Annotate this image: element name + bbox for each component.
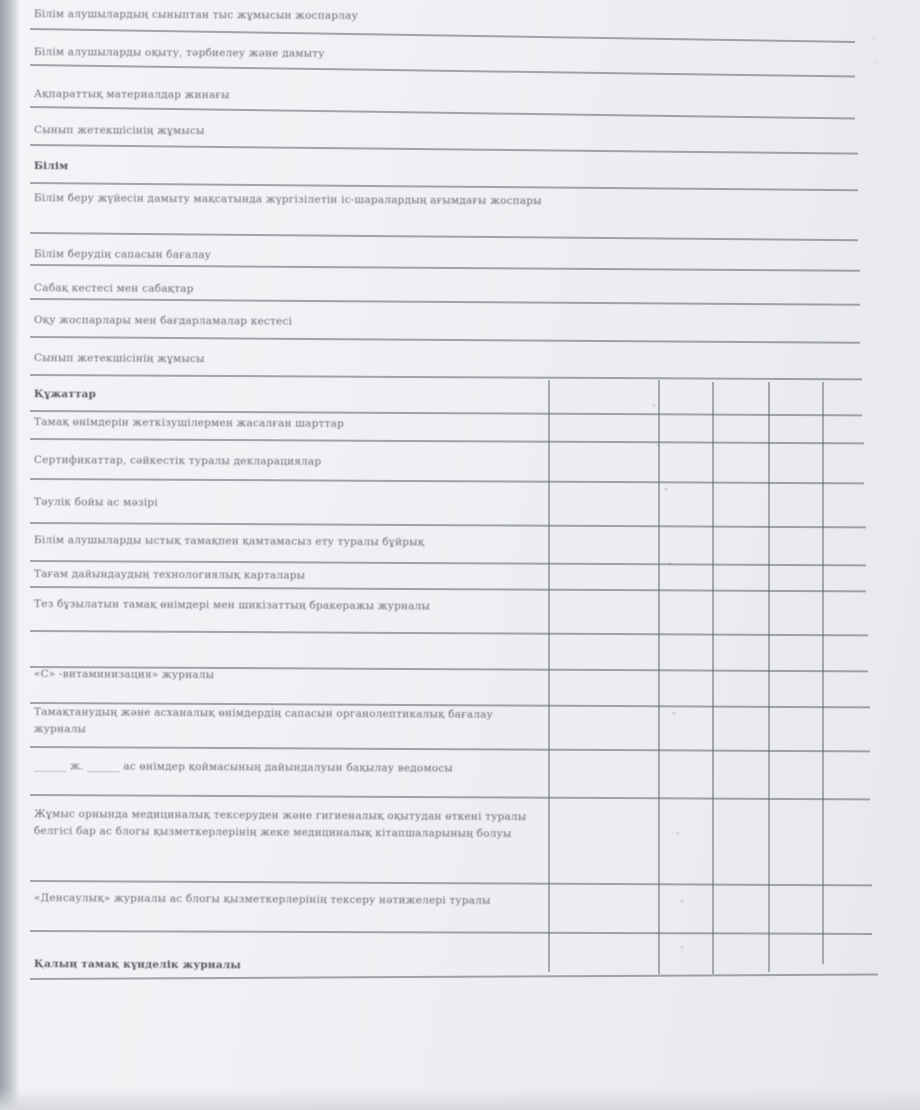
page-edge-mark: ⁖	[872, 56, 879, 69]
row-label: Сынып жетекшісінің жұмысы	[33, 351, 205, 366]
row-label: Оқу жоспарлары мен бағдарламалар кестесі	[33, 313, 293, 328]
row-label: Сынып жетекшісінің жұмысы	[33, 123, 205, 138]
row-label: Білім алушылардың сыныптан тыс жұмысын жоспарлау	[33, 7, 358, 22]
page-edge-shadow	[0, 0, 20, 1110]
check-mark: ˴	[668, 556, 672, 569]
row-label: «С» -витаминизация» журналы	[33, 667, 215, 682]
check-mark: ˴	[664, 482, 668, 495]
row-label: Білім беру жүйесін дамыту мақсатында жүргізілетін іс-шаралардың ағымдағы жоспары	[33, 191, 542, 208]
check-mark: ˴	[652, 398, 656, 411]
row-label: Құжаттар	[33, 387, 97, 401]
check-mark: ˴	[680, 894, 684, 907]
page-bottom-edge	[0, 1088, 920, 1110]
check-mark: ˴	[676, 826, 680, 839]
page-edge-mark: ⁘	[870, 32, 880, 45]
column-divider	[548, 380, 550, 972]
column-divider	[822, 382, 824, 964]
row-label: Білім берудің сапасын бағалау	[33, 247, 212, 262]
row-label: Тәулік бойы ас мәзірі	[33, 495, 158, 509]
column-divider	[658, 380, 660, 974]
column-divider	[768, 382, 770, 972]
row-label: Жұмыс орнында медициналық тексеруден және гигиеналық оқытудан өткені туралы белгісі бар ас блогы қызметкерлерінің жеке медициналық кітапшаларының болуы	[33, 807, 527, 840]
row-label: Қалың тамақ күнделік журналы	[33, 957, 242, 972]
row-label: Тез бұзылатын тамақ өнімдері мен шикізаттың бракеражы журналы	[33, 597, 431, 613]
row-label: Сертификаттар, сәйкестік туралы декларациялар	[33, 453, 322, 468]
row-label: ______ ж. ______ ас өнімдер қоймасының дайындалуын бақылау ведомосы	[33, 759, 453, 775]
row-label: Тамақ өнімдерін жеткізушілермен жасалған шарттар	[33, 415, 345, 430]
row-label: Сабақ кестесі мен сабақтар	[33, 281, 194, 295]
row-label: Білім алушыларды ыстық тамақпен қамтамасыз ету туралы бұйрық	[33, 533, 425, 549]
row-label: Білім алушыларды оқыту, тәрбиелеу және дамыту	[33, 45, 325, 60]
column-divider	[712, 382, 714, 974]
check-mark: ˴	[672, 706, 676, 719]
row-label: Білім	[33, 159, 69, 173]
row-label: Тағам дайындаудың технологиялық карталары	[33, 567, 306, 582]
row-label: Тамақтанудың және асханалық өнімдердің сапасын органолептикалық бағалау журналы	[33, 705, 494, 736]
check-mark: ˴	[680, 940, 684, 953]
row-label: Ақпараттық материалдар жинағы	[33, 87, 230, 102]
check-mark: ˴	[656, 438, 660, 451]
row-label: «Денсаулық» журналы ас блогы қызметкерлерінің тексеру нәтижелері туралы	[33, 891, 491, 907]
